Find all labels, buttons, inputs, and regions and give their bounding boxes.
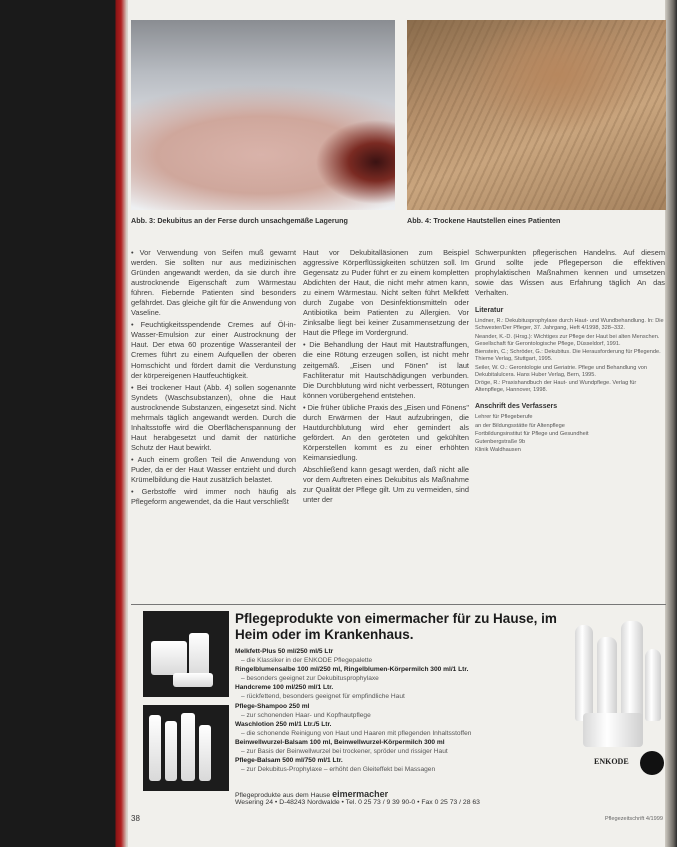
page-edge-shadow (665, 0, 677, 847)
product-item (235, 665, 565, 683)
cream-tube (189, 633, 209, 677)
cream-jar (583, 713, 643, 747)
journal-footer: Pflegezeitschrift 4/1999 (604, 816, 663, 822)
advertisement (131, 604, 666, 804)
author-line: Gutenbergstraße 9b (475, 438, 526, 445)
product-item (235, 756, 565, 774)
ad-footer-prefix: Pflegeprodukte aus dem Hause (235, 792, 331, 799)
product-name: Pflege-Shampoo 250 ml (235, 702, 310, 710)
bottle (645, 649, 661, 721)
brand-name: eimermacher (332, 789, 389, 799)
paragraph: Abschließend kann gesagt werden, daß nicht alle vor dem Auftreten eines Dekubitus als Maßnahme zur Qualität der Pflege gilt. Um zu vermeiden, sind unter der (303, 464, 469, 505)
author-line: Lehrer für Pflegeberufe (475, 414, 533, 421)
paragraph: • Feuchtigkeitsspendende Cremes auf Öl-in-Wasser-Emulsion zur einer Austrocknung der Haut. Der etwa 60 prozentige Wasseranteil der Cremes führt zu einem Aufquellen der oberen Hornschicht und fördert damit die Verdunstung der körpereigenen Hautfeuchtigkeit. (131, 320, 296, 380)
logo-text: ENKODE (594, 757, 629, 766)
page-number: 38 (131, 814, 140, 823)
paragraph: • Gerbstoffe wird immer noch häufig als Pflegeform angewendet, da die Haut verschließt (131, 487, 296, 507)
figure-photo-heel-ulcer (131, 20, 395, 210)
reference-entry: Seiler, W. O.: Gerontologie und Geriatrie. Pflege und Behandlung von Dekubitalulcera. Hans Huber Verlag, Bern, 1995. (475, 364, 647, 378)
product-name: Beinwellwurzel-Balsam 100 ml, Beinwellwurzel-Körpermilch 300 ml (235, 738, 445, 746)
product-item (235, 720, 565, 738)
bottle (165, 721, 177, 781)
product-item (235, 738, 565, 756)
bottle (597, 637, 617, 723)
ad-footer (235, 789, 565, 806)
author-line: Fortbildungsinstitut für Pflege und Gesundheit (475, 430, 589, 437)
product-list (235, 647, 565, 774)
product-description: – die Klassiker in der ENKODE Pflegepalette (241, 657, 373, 665)
pump-bottle (575, 625, 593, 721)
author-line: an der Bildungsstätte für Altenpflege (475, 422, 565, 429)
product-name: Melkfett-Plus 50 ml/250 ml/5 Ltr (235, 648, 334, 655)
figure-caption: Abb. 3: Dekubitus an der Ferse durch unsachgemäße Lagerung (131, 216, 348, 225)
product-description: – die schonende Reinigung von Haut und Haaren mit pflegenden Inhaltsstoffen (241, 729, 472, 737)
author-line: Klinik Waldhausen (475, 447, 521, 454)
product-photo-jars (143, 611, 229, 697)
paragraph: • Bei trockener Haut (Abb. 4) sollen sogenannte Syndets (Waschsubstanzen), ohne die Haut austrocknende Substanzen, eingesetzt sind. Nicht mehrmals täglich angewandt werden. Durch die Inhaltsstoffe wird die Oberflächenspannung der Haut herabgesetzt und damit der natürliche Schutz der Haut bewirkt. (131, 382, 296, 452)
paragraph: Haut vor Dekubitalläsionen zum Beispiel aggressive Körperflüssigkeiten schützen soll. Im Gegensatz zu Puder führt er zu einem kompletten Abdichten der Haut, die nicht mehr atmen kann, zu einem Wärmestau. Nicht selten führt Melkfett durch Zugabe von Desinfektionsmitteln oder Antibiotika beim Patienten zu Allergien. Vor Zinksalbe liegt bei keiner Zusammensetzung der Haut die Pflege im Vordergrund. (303, 248, 469, 338)
ad-headline: Pflegeprodukte von eimermacher für zu Hause, im Heim oder im Krankenhaus. (235, 611, 557, 642)
bottle (149, 715, 161, 781)
text-column-left (131, 248, 296, 509)
cream-jar (151, 641, 187, 675)
product-description: – zur schonenden Haar- und Kopfhautpflege (241, 711, 371, 719)
reference-entry: Lindner, R.: Dekubitusprophylaxe durch Haut- und Wundbehandlung. In: Die Schwester/Der Pfleger, 37. Jahrgang, Heft 4/1998, 328–332. (475, 318, 664, 332)
reference-entry: Neander, K.-D. (Hrsg.): Wichtiges zur Pflege der Haut bei alten Menschen. Gesellschaft für Gerontologische Pflege, Düsseldorf, 1991. (475, 333, 660, 347)
product-name: Pflege-Balsam 500 ml/750 ml/1 Ltr. (235, 757, 343, 765)
bottle (181, 713, 195, 781)
product-item (235, 702, 565, 720)
paragraph: • Auch einem großen Teil die Anwendung von Puder, da er der Haut Wasser entzieht und durch Krümelbildung die Haut zusätzlich belastet. (131, 454, 296, 485)
paragraph: • Die früher übliche Praxis des „Eisen und Fönens" durch Erwärmen der Haut aufzubringen, die Hautdurchblutung wird eher gemindert als gefördert. An den geröteten und gekühlten Körperstellen kommt es zu einer erhöhten Keimansiedlung. (303, 402, 469, 462)
product-description: – zur Dekubitus-Prophylaxe – erhöht den Gleiteffekt bei Massagen (241, 766, 436, 774)
product-description: – zur Basis der Beinwellwurzel bei trockener, spröder und rissiger Haut (241, 748, 448, 756)
figure-caption: Abb. 4: Trockene Hautstellen eines Patienten (407, 216, 561, 225)
cream-jar (173, 673, 213, 687)
book-binding (0, 0, 128, 847)
text-column-right (475, 248, 665, 455)
product-name: Ringelblumensalbe 100 ml/250 ml, Ringelblumen-Körpermilch 300 ml/1 Ltr. (235, 666, 469, 674)
brand-logo (594, 751, 664, 777)
product-photo-bottles (143, 705, 229, 791)
paragraph: • Vor Verwendung von Seifen muß gewarnt werden. Sie sollten nur aus medizinischen Gründen angewandt werden, da sie durch ihre austrocknende Eigenschaft zum Wärmestau führen. Fiebernde Patienten sind besonders gefährdet. Das gleiche gilt für die Anwendung von Vaseline. (131, 248, 296, 318)
reference-entry: Dröge, R.: Praxishandbuch der Haut- und Wundpflege. Verlag für Altenpflege, Hannover, 1998. (475, 379, 637, 394)
product-item (235, 683, 565, 701)
paragraph: • Die Behandlung der Haut mit Hautstraffungen, die eine Rötung erzeugen sollen, ist nicht mehr zeitgemäß. „Eisen und Fönen" ist laut Fachliteratur mit Hautschädigungen verbunden. Die Durchblutung wird nicht verbessert, Rötungen können vorübergehend entstehen. (303, 340, 469, 400)
product-name: Waschlotion 250 ml/1 Ltr./5 Ltr. (235, 720, 332, 728)
company-address: Wesering 24 • D-48243 Nordwalde • Tel. 0 25 73 / 9 39 90-0 • Fax 0 25 73 / 28 63 (235, 799, 480, 806)
paragraph: Schwerpunkten pflegerischen Handelns. Auf diesem Grund sollte jede Pflegeperson die effektiven prophylaktischen Maßnahmen kennen und umsetzen sowie das Wissen aus Erfahrung täglich An das Verhalten. (475, 248, 665, 298)
text-column-middle (303, 248, 469, 507)
pump-bottle (621, 621, 643, 723)
author-heading: Anschrift des Verfassers (475, 403, 558, 411)
bottle (199, 725, 211, 781)
references-heading: Literatur (475, 307, 504, 315)
product-description: – rückfettend, besonders geeignet für empfindliche Haut (241, 693, 405, 701)
product-item (235, 647, 565, 665)
reference-entry: Bienstein, C.; Schröder, G.: Dekubitus. Die Herausforderung für Pflegende. Thieme Verlag, Stuttgart, 1995. (475, 349, 661, 363)
product-name: Handcreme 100 ml/250 ml/1 Ltr. (235, 684, 334, 692)
logo-mark-icon (640, 751, 664, 775)
figure-photo-dry-skin (407, 20, 666, 210)
product-description: – besonders geeignet zur Dekubitusprophylaxe (241, 675, 379, 683)
